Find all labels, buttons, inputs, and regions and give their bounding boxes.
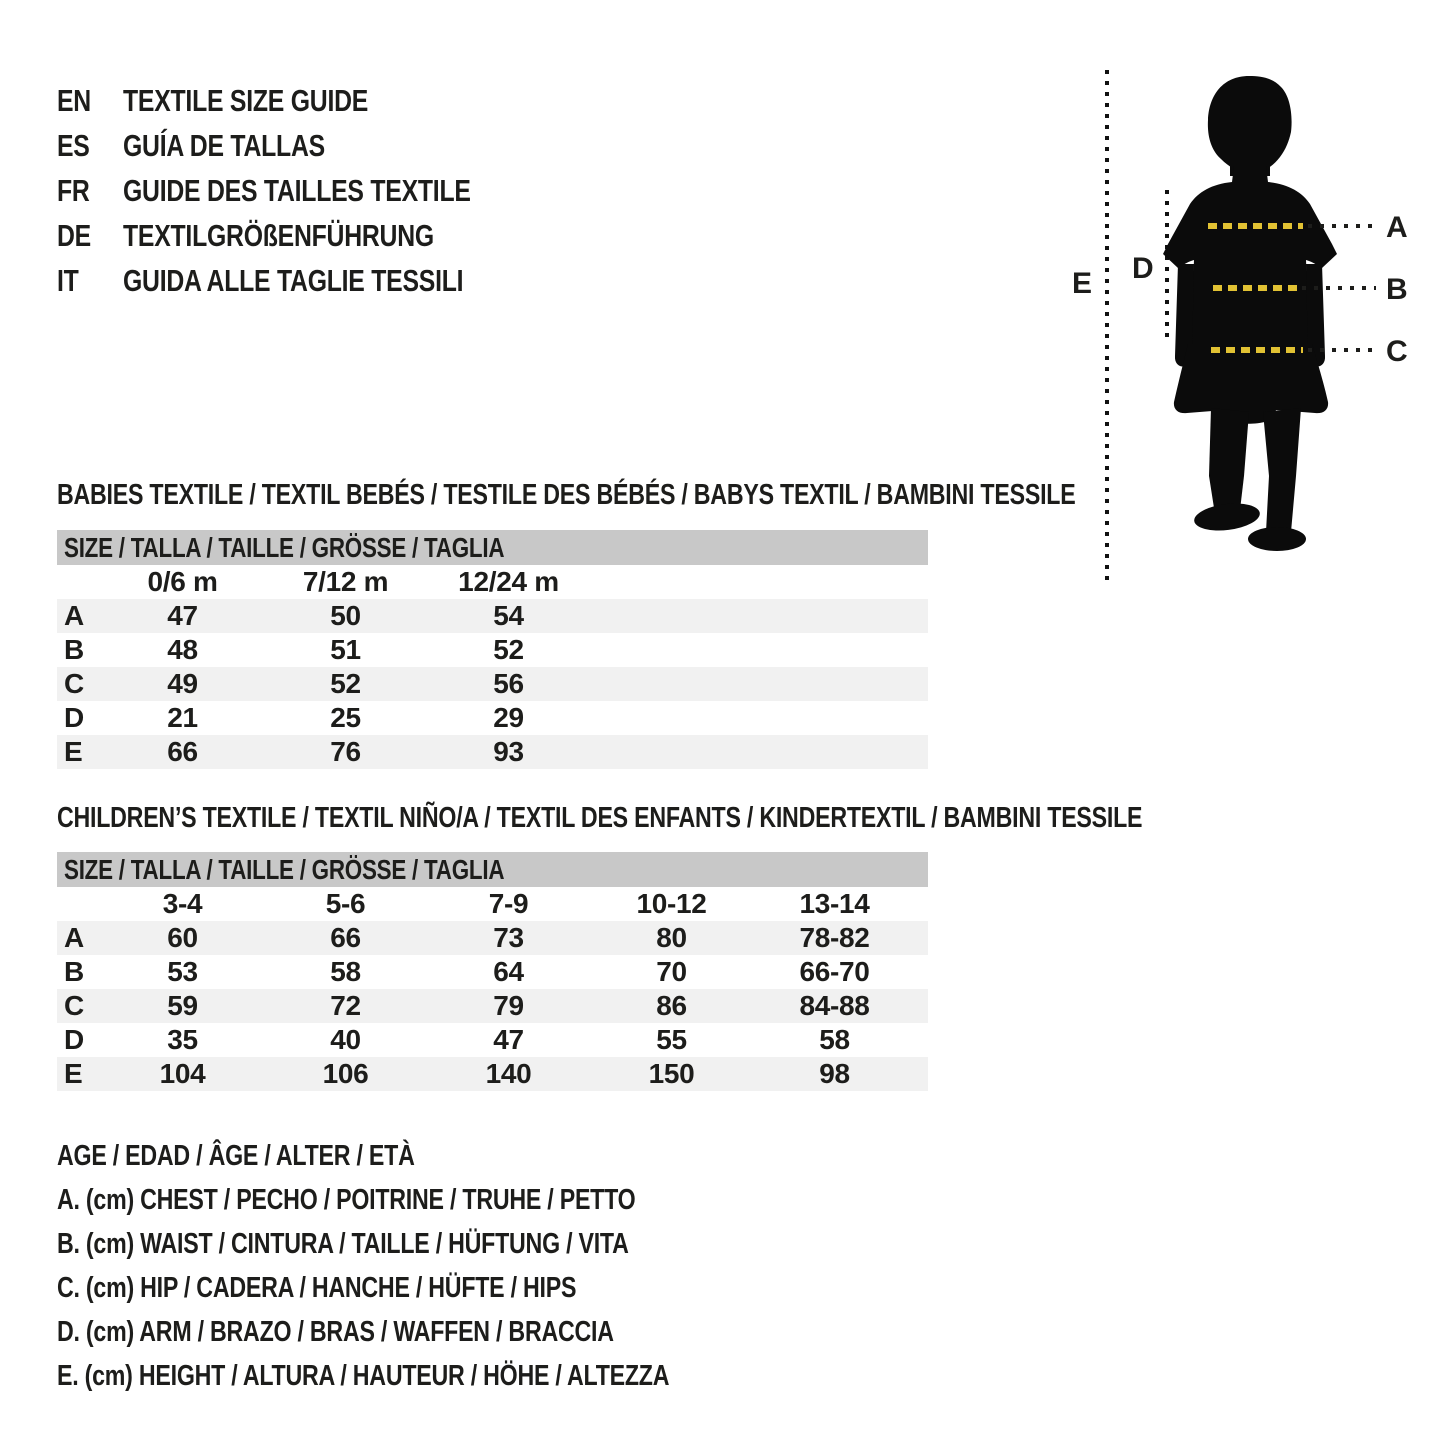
corner-cell bbox=[57, 565, 101, 599]
language-title: GUIDA ALLE TAGLIE TESSILI bbox=[123, 263, 464, 298]
cell-value: 40 bbox=[330, 1024, 361, 1055]
language-title: GUÍA DE TALLAS bbox=[123, 128, 325, 163]
cell-value: 58 bbox=[819, 1024, 850, 1055]
legend-chest: A. (cm) CHEST / PECHO / POITRINE / TRUHE / PETTO bbox=[57, 1184, 636, 1216]
column-header: 10-12 bbox=[636, 888, 707, 919]
cell-value: 56 bbox=[493, 668, 524, 699]
column-header: 13-14 bbox=[799, 888, 870, 919]
table-row bbox=[57, 735, 928, 769]
cell-value: 49 bbox=[167, 668, 198, 699]
cell-value: 25 bbox=[330, 702, 361, 733]
row-label: E bbox=[64, 736, 83, 767]
column-header: 5-6 bbox=[325, 888, 366, 919]
cell-value: 150 bbox=[648, 1058, 695, 1089]
cell-value: 52 bbox=[330, 668, 361, 699]
language-title: GUIDE DES TAILLES TEXTILE bbox=[123, 173, 471, 208]
cell-value: 106 bbox=[322, 1058, 369, 1089]
language-row-it bbox=[57, 258, 558, 303]
height-label: E bbox=[1072, 267, 1093, 300]
cell-value: 21 bbox=[167, 702, 198, 733]
cell-value: 66 bbox=[167, 736, 198, 767]
cell-value: 53 bbox=[167, 956, 198, 987]
table-row bbox=[57, 1023, 928, 1057]
legend-waist: B. (cm) WAIST / CINTURA / TAILLE / HÜFTUNG / VITA bbox=[57, 1228, 629, 1260]
cell-value: 47 bbox=[493, 1024, 524, 1055]
language-row-fr bbox=[57, 168, 558, 213]
cell-value: 70 bbox=[656, 956, 687, 987]
legend-age: AGE / EDAD / ÂGE / ALTER / ETÀ bbox=[57, 1140, 415, 1172]
legend-height: E. (cm) HEIGHT / ALTURA / HAUTEUR / HÖHE / ALTEZZA bbox=[57, 1360, 670, 1392]
cell-value: 54 bbox=[493, 600, 524, 631]
cell-value: 98 bbox=[819, 1058, 850, 1089]
babies-column-header-row bbox=[57, 565, 928, 599]
chest-label: A bbox=[1386, 211, 1408, 244]
cell-value: 78-82 bbox=[799, 922, 870, 953]
cell-value: 64 bbox=[493, 956, 524, 987]
cell-value: 59 bbox=[167, 990, 198, 1021]
cell-value: 73 bbox=[493, 922, 524, 953]
cell-value: 104 bbox=[159, 1058, 206, 1089]
size-header-label: SIZE / TALLA / TAILLE / GRÖSSE / TAGLIA bbox=[64, 854, 505, 885]
cell-value: 79 bbox=[493, 990, 524, 1021]
babies-section-title: BABIES TEXTILE / TEXTIL BEBÉS / TESTILE DES BÉBÉS / BABYS TEXTIL / BAMBINI TESSILE bbox=[57, 479, 1076, 511]
babies-size-table-section bbox=[57, 479, 1076, 769]
column-header: 7/12 m bbox=[302, 566, 389, 597]
cell-value: 66 bbox=[330, 922, 361, 953]
cell-value: 140 bbox=[485, 1058, 532, 1089]
language-code: DE bbox=[57, 218, 91, 253]
children-size-header-bar bbox=[57, 852, 928, 887]
cell-value: 55 bbox=[656, 1024, 687, 1055]
hip-label: C bbox=[1386, 335, 1408, 368]
table-row bbox=[57, 633, 928, 667]
table-row bbox=[57, 599, 928, 633]
row-label: A bbox=[64, 600, 84, 631]
row-label: D bbox=[64, 1024, 84, 1055]
children-column-header-row bbox=[57, 887, 928, 921]
row-label: E bbox=[64, 1058, 83, 1089]
cell-value: 66-70 bbox=[799, 956, 870, 987]
cell-value: 72 bbox=[330, 990, 361, 1021]
row-label: B bbox=[64, 634, 84, 665]
cell-value: 52 bbox=[493, 634, 524, 665]
cell-value: 86 bbox=[656, 990, 687, 1021]
legend-hip: C. (cm) HIP / CADERA / HANCHE / HÜFTE / HIPS bbox=[57, 1272, 577, 1304]
cell-value: 84-88 bbox=[799, 990, 870, 1021]
measurement-legend bbox=[57, 1141, 822, 1405]
table-row bbox=[57, 701, 928, 735]
legend-arm: D. (cm) ARM / BRAZO / BRAS / WAFFEN / BRACCIA bbox=[57, 1316, 614, 1348]
cell-value: 50 bbox=[330, 600, 361, 631]
row-label: C bbox=[64, 990, 84, 1021]
children-section-title: CHILDREN’S TEXTILE / TEXTIL NIÑO/A / TEXTIL DES ENFANTS / KINDERTEXTIL / BAMBINI TESSILE bbox=[57, 802, 1143, 834]
language-code: ES bbox=[57, 128, 90, 163]
row-label: A bbox=[64, 922, 84, 953]
column-header: 7-9 bbox=[488, 888, 529, 919]
cell-value: 58 bbox=[330, 956, 361, 987]
size-header-label: SIZE / TALLA / TAILLE / GRÖSSE / TAGLIA bbox=[64, 532, 505, 563]
measurement-diagram bbox=[1060, 58, 1445, 618]
language-row-es bbox=[57, 123, 558, 168]
row-label: C bbox=[64, 668, 84, 699]
cell-value: 76 bbox=[330, 736, 361, 767]
children-size-table-section bbox=[57, 802, 1143, 1091]
child-silhouette-figure bbox=[1163, 76, 1337, 551]
table-row bbox=[57, 921, 928, 955]
table-row bbox=[57, 1057, 928, 1091]
table-row bbox=[57, 989, 928, 1023]
cell-value: 35 bbox=[167, 1024, 198, 1055]
column-header: 3-4 bbox=[162, 888, 203, 919]
row-label: B bbox=[64, 956, 84, 987]
language-code: FR bbox=[57, 173, 90, 208]
cell-value: 51 bbox=[330, 634, 361, 665]
cell-value: 60 bbox=[167, 922, 198, 953]
cell-value: 80 bbox=[656, 922, 687, 953]
language-row-de bbox=[57, 213, 558, 258]
cell-value: 29 bbox=[493, 702, 524, 733]
language-title-block bbox=[57, 78, 558, 303]
arm-label: D bbox=[1132, 252, 1154, 285]
language-title: TEXTILGRÖßENFÜHRUNG bbox=[123, 218, 434, 253]
corner-cell bbox=[57, 887, 101, 921]
cell-value: 48 bbox=[167, 634, 198, 665]
language-title: TEXTILE SIZE GUIDE bbox=[123, 83, 369, 118]
babies-size-header-bar bbox=[57, 530, 928, 565]
column-header: 0/6 m bbox=[147, 566, 218, 597]
row-label: D bbox=[64, 702, 84, 733]
column-header: 12/24 m bbox=[458, 566, 559, 597]
language-code: EN bbox=[57, 83, 91, 118]
cell-value: 47 bbox=[167, 600, 198, 631]
table-row bbox=[57, 955, 928, 989]
waist-label: B bbox=[1386, 273, 1408, 306]
language-code: IT bbox=[57, 263, 79, 298]
language-row-en bbox=[57, 78, 558, 123]
cell-value: 93 bbox=[493, 736, 524, 767]
table-row bbox=[57, 667, 928, 701]
